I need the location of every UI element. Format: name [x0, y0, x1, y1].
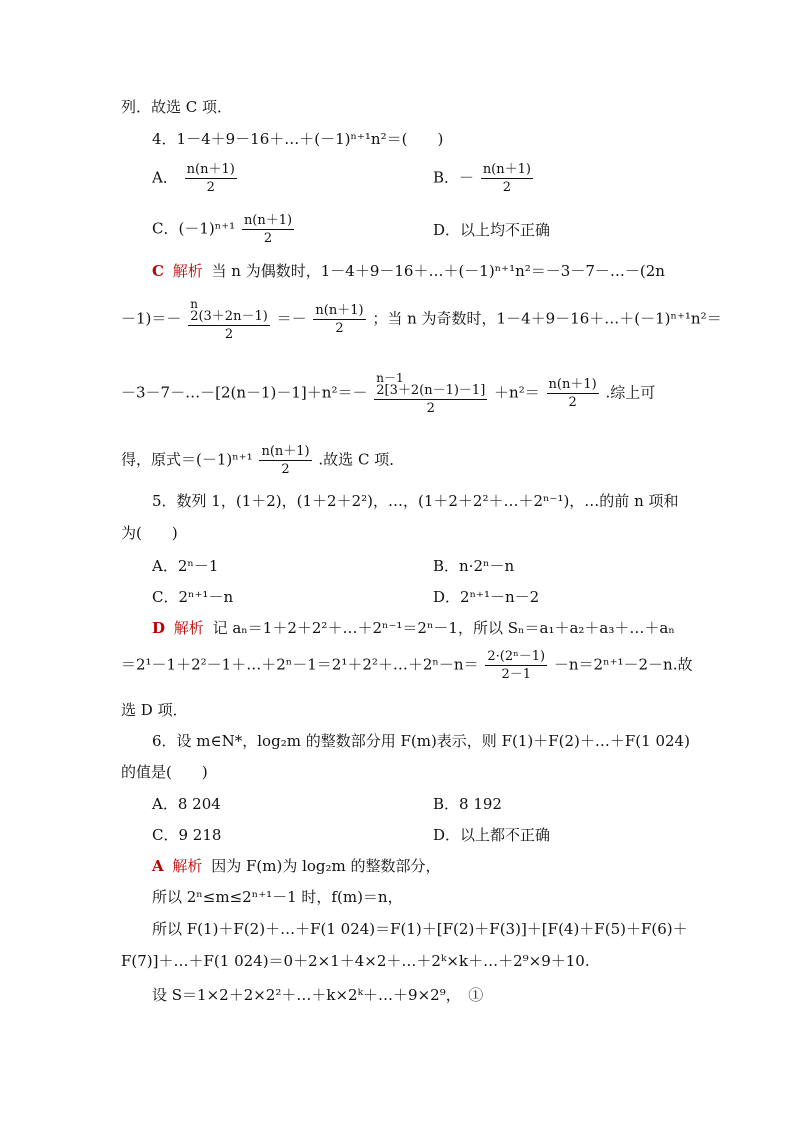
q4-solution-line-3 [121, 372, 655, 415]
q4-sol4-pre: 得，原式＝(－1)ⁿ⁺¹ [121, 450, 253, 469]
denominator: 2 [335, 321, 344, 336]
q4-solution-text-1: 当 n 为偶数时，1－4＋9－16＋…＋(－1)ⁿ⁺¹n²＝－3－7－…－(2n [211, 262, 665, 280]
q4-solution-line-4 [121, 445, 404, 476]
q4-option-b [433, 163, 535, 194]
q4-sol3-fraction-2 [547, 378, 599, 409]
q4-sol3-post: .综上可 [605, 383, 656, 402]
q6-option-b: B．8 192 [433, 795, 502, 813]
denominator: 2 [426, 401, 435, 416]
q4-option-b-fraction [481, 163, 533, 194]
q4-sol3-mid: ＋n²＝ [494, 383, 540, 402]
top-tail-text: 列．故选 C 项． [121, 98, 233, 116]
q5-option-c: C．2ⁿ⁺¹－n [152, 588, 234, 606]
numerator-top: n－1 [376, 371, 404, 385]
q5-solution-line-3: 选 D 项． [121, 701, 188, 719]
q4-sol2-fraction-2 [313, 304, 365, 335]
numerator-top: n [190, 297, 198, 311]
numerator: n(n＋1) [548, 377, 597, 392]
q6-answer: A [152, 857, 164, 875]
numerator-main: 2(3＋2n－1) [190, 309, 268, 324]
q5-stem-line-1: 5．数列 1，(1＋2)，(1＋2＋2²)，…，(1＋2＋2²＋…＋2ⁿ⁻¹)，…的前 n 项和 [152, 492, 679, 510]
q4-option-c-fraction [242, 214, 294, 245]
q4-option-c [152, 214, 296, 245]
q5-stem-line-2: 为( ) [121, 524, 178, 542]
q5-option-d: D．2ⁿ⁺¹－n－2 [433, 588, 540, 606]
q6-solution-line-2: 所以 2ⁿ≤m≤2ⁿ⁺¹－1 时，f(m)＝n， [152, 888, 403, 906]
q5-option-a: A．2ⁿ－1 [152, 557, 219, 575]
q4-sol3-pre: －3－7－…－[2(n－1)－1]＋n²＝－ [121, 383, 368, 402]
numerator: n(n＋1) [482, 162, 531, 177]
denominator: 2 [568, 395, 577, 410]
q5-sol2-pre: ＝2¹－1＋2²－1＋…＋2ⁿ－1＝2¹＋2²＋…＋2ⁿ－n＝ [121, 655, 479, 674]
q6-solution-keyword: 解析 [172, 857, 203, 875]
q4-solution-line-2 [121, 298, 722, 341]
q4-sol2-pre: －1)＝－ [121, 309, 182, 328]
q4-answer: C [152, 262, 164, 280]
q5-solution-line-2 [121, 650, 692, 681]
q6-solution-line-3: 所以 F(1)＋F(2)＋…＋F(1 024)＝F(1)＋[F(2)＋F(3)]＋[F(4)＋F(5)＋F(6)＋ [152, 920, 688, 938]
q4-sol4-post: .故选 C 项． [318, 450, 405, 469]
numerator: n(n＋1) [243, 213, 293, 228]
q4-option-c-label: C．(－1)ⁿ⁺¹ [152, 219, 236, 238]
numerator: 2·(2ⁿ－1) [487, 649, 546, 664]
q4-sol3-fraction-1 [374, 372, 487, 415]
q4-option-d: D．以上均不正确 [433, 221, 551, 239]
numerator: n(n＋1) [261, 444, 310, 459]
q6-option-d: D．以上都不正确 [433, 826, 551, 844]
denominator: 2 [206, 180, 215, 195]
q6-solution-line-1 [152, 859, 441, 874]
q5-sol2-fraction [485, 650, 547, 681]
numerator [374, 372, 487, 400]
denominator: 2－1 [501, 667, 531, 682]
q4-stem: 4．1－4＋9－16＋…＋(－1)ⁿ⁺¹n²＝( ) [152, 130, 444, 148]
q4-sol2-post: ；当 n 为奇数时，1－4＋9－16＋…＋(－1)ⁿ⁺¹n²＝ [372, 309, 722, 328]
q5-answer: D [152, 619, 166, 637]
q4-option-b-label: B．－ [433, 168, 475, 187]
q6-option-a: A．8 204 [152, 795, 221, 813]
denominator: 2 [224, 327, 234, 342]
q4-option-a [152, 163, 239, 194]
numerator: n(n＋1) [186, 162, 235, 177]
q5-solution-text-1: 记 aₙ＝1＋2＋2²＋…＋2ⁿ⁻¹＝2ⁿ－1，所以 Sₙ＝a₁＋a₂＋a₃＋…＋aₙ [212, 619, 675, 637]
q6-solution-line-5: 设 S＝1×2＋2×2²＋…＋k×2ᵏ＋…＋9×2⁹， ① [152, 986, 484, 1004]
q6-stem-line-1: 6．设 m∈N*，log₂m 的整数部分用 F(m)表示，则 F(1)＋F(2)＋…＋F(1 024) [152, 732, 690, 750]
q5-solution-line-1 [152, 621, 675, 636]
q6-stem-line-2: 的值是( ) [121, 763, 208, 781]
q4-solution-line-1 [152, 264, 665, 279]
numerator-main: 2[3＋2(n－1)－1] [376, 383, 486, 398]
q4-option-a-fraction [185, 163, 237, 194]
q5-solution-keyword: 解析 [173, 619, 204, 637]
q4-sol2-fraction-1 [188, 298, 270, 341]
q6-solution-line-4: F(7)]＋…＋F(1 024)＝0＋2×1＋4×2＋…＋2ᵏ×k＋…＋2⁹×9＋10. [121, 952, 590, 970]
q6-option-c: C．9 218 [152, 826, 222, 844]
q4-option-a-label: A． [152, 168, 178, 187]
q4-sol4-fraction [259, 445, 311, 476]
denominator: 2 [281, 462, 290, 477]
q4-solution-keyword: 解析 [172, 262, 203, 280]
q5-sol2-post: －n＝2ⁿ⁺¹－2－n.故 [553, 655, 693, 674]
q6-solution-text-1: 因为 F(m)为 log₂m 的整数部分， [211, 857, 441, 875]
denominator: 2 [502, 180, 512, 195]
numerator [188, 298, 270, 326]
q5-option-b: B．n·2ⁿ－n [433, 557, 515, 575]
numerator: n(n＋1) [315, 303, 364, 318]
q4-sol2-mid: ＝－ [276, 309, 307, 328]
denominator: 2 [263, 231, 273, 246]
